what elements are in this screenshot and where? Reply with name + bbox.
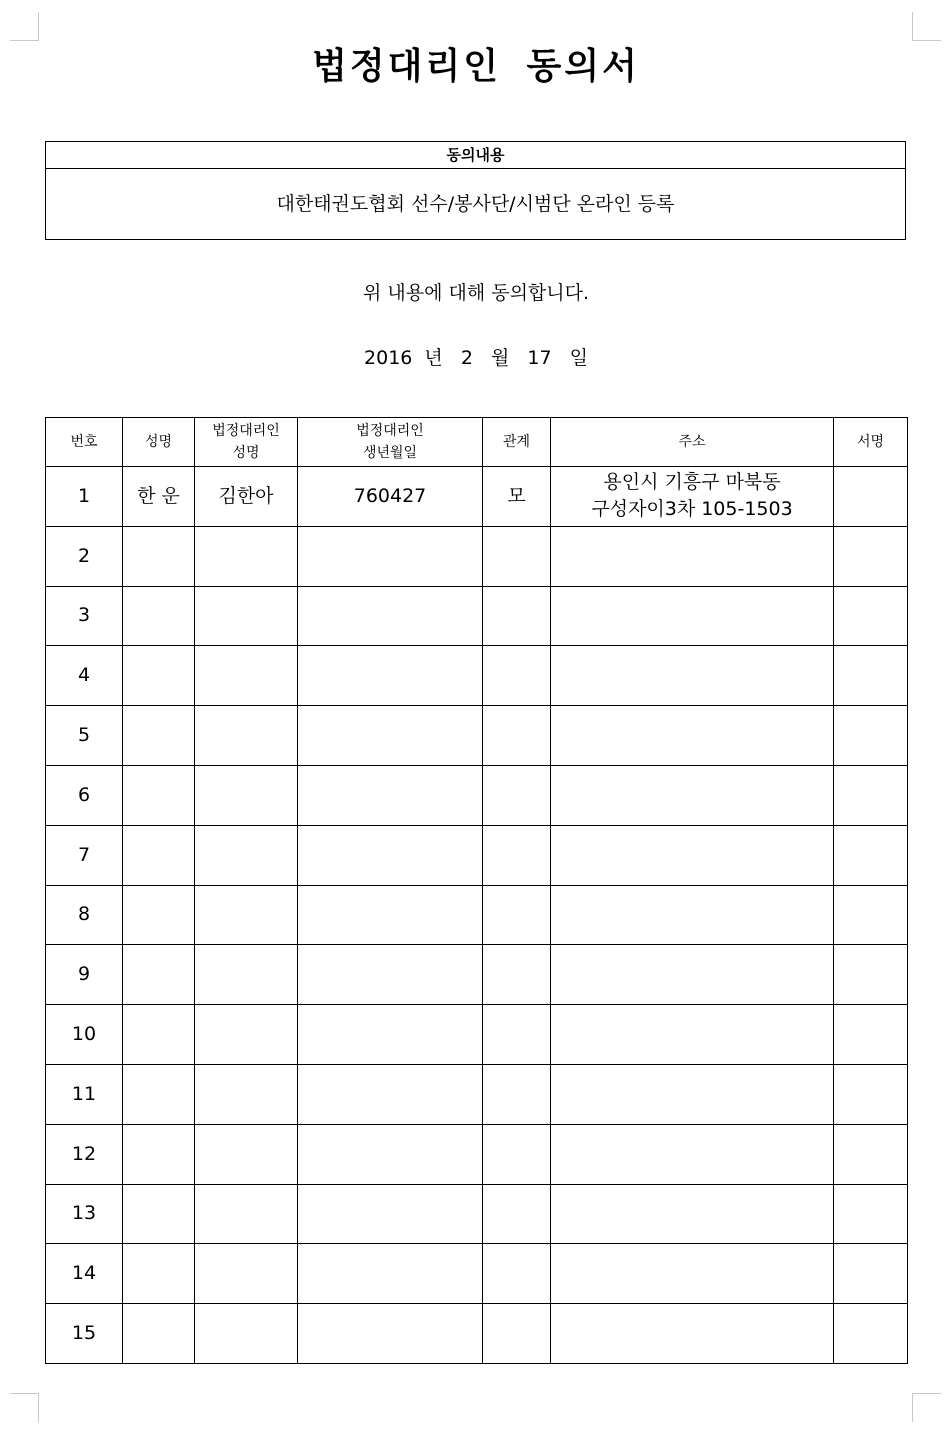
cell-signature <box>834 825 908 885</box>
cell-signature <box>834 1064 908 1124</box>
crop-mark-top-right <box>912 12 941 41</box>
cell-signature <box>834 885 908 945</box>
cell-guardian-name <box>195 1005 298 1065</box>
cell-name: 한 운 <box>123 467 195 527</box>
cell-address <box>551 945 834 1005</box>
header-relation: 관계 <box>483 418 551 467</box>
consent-box <box>45 141 906 240</box>
header-address: 주소 <box>551 418 834 467</box>
cell-guardian-name <box>195 945 298 1005</box>
cell-name <box>123 586 195 646</box>
table-row <box>46 765 908 825</box>
cell-guardian-name <box>195 586 298 646</box>
guardian-table <box>45 417 908 1364</box>
cell-address <box>551 1064 834 1124</box>
table-row <box>46 526 908 586</box>
cell-relation <box>483 1005 551 1065</box>
cell-relation <box>483 945 551 1005</box>
table-row <box>46 1005 908 1065</box>
cell-name <box>123 945 195 1005</box>
table-row <box>46 945 908 1005</box>
header-guardian-name <box>195 418 298 467</box>
cell-guardian-birth <box>298 706 483 766</box>
consent-content: 대한태권도협회 선수/봉사단/시범단 온라인 등록 <box>276 193 675 215</box>
date-day: 17 <box>527 347 552 369</box>
cell-signature <box>834 467 908 527</box>
cell-address <box>551 1244 834 1304</box>
cell-number: 8 <box>46 885 123 945</box>
cell-name <box>123 825 195 885</box>
cell-guardian-birth <box>298 1005 483 1065</box>
cell-guardian-birth <box>298 885 483 945</box>
cell-relation <box>483 1124 551 1184</box>
cell-number: 11 <box>46 1064 123 1124</box>
cell-relation <box>483 825 551 885</box>
cell-name <box>123 646 195 706</box>
cell-signature <box>834 1184 908 1244</box>
cell-address <box>551 1304 834 1364</box>
cell-number: 15 <box>46 1304 123 1364</box>
cell-guardian-birth: 760427 <box>298 467 483 527</box>
cell-guardian-name <box>195 1304 298 1364</box>
header-guardian-name-line2: 성명 <box>232 445 260 461</box>
cell-number: 3 <box>46 586 123 646</box>
header-guardian-birth <box>298 418 483 467</box>
cell-guardian-name <box>195 526 298 586</box>
header-guardian-birth-line2: 생년월일 <box>362 445 418 461</box>
date-year: 2016 <box>364 347 413 369</box>
cell-relation: 모 <box>483 467 551 527</box>
cell-relation <box>483 586 551 646</box>
cell-signature <box>834 586 908 646</box>
cell-address <box>551 467 834 527</box>
cell-relation <box>483 646 551 706</box>
cell-number: 9 <box>46 945 123 1005</box>
header-guardian-name-line1: 법정대리인 <box>212 423 280 439</box>
cell-relation <box>483 1064 551 1124</box>
cell-signature <box>834 526 908 586</box>
header-guardian-birth-line1: 법정대리인 <box>356 423 424 439</box>
address-line1: 용인시 기흥구 마북동 <box>603 471 781 494</box>
crop-mark-bottom-right <box>912 1393 941 1422</box>
cell-signature <box>834 706 908 766</box>
table-header-row <box>46 418 908 467</box>
cell-name <box>123 1244 195 1304</box>
cell-name <box>123 1304 195 1364</box>
table-row <box>46 885 908 945</box>
table-row <box>46 1184 908 1244</box>
cell-relation <box>483 1184 551 1244</box>
table-row <box>46 586 908 646</box>
cell-name <box>123 1124 195 1184</box>
table-row <box>46 1244 908 1304</box>
table-row <box>46 825 908 885</box>
cell-number: 6 <box>46 765 123 825</box>
cell-address <box>551 706 834 766</box>
header-name: 성명 <box>123 418 195 467</box>
crop-mark-top-left <box>10 12 39 41</box>
cell-guardian-birth <box>298 1184 483 1244</box>
table-row <box>46 1124 908 1184</box>
cell-guardian-birth <box>298 1244 483 1304</box>
cell-address <box>551 646 834 706</box>
cell-number: 14 <box>46 1244 123 1304</box>
cell-number: 10 <box>46 1005 123 1065</box>
cell-guardian-name: 김한아 <box>195 467 298 527</box>
cell-number: 7 <box>46 825 123 885</box>
cell-address <box>551 1184 834 1244</box>
cell-address <box>551 1124 834 1184</box>
cell-number: 13 <box>46 1184 123 1244</box>
header-number: 번호 <box>46 418 123 467</box>
table-row <box>46 1064 908 1124</box>
cell-signature <box>834 765 908 825</box>
cell-name <box>123 1005 195 1065</box>
cell-guardian-name <box>195 646 298 706</box>
address-line2: 구성자이3차 105-1503 <box>591 498 793 521</box>
cell-relation <box>483 526 551 586</box>
cell-guardian-name <box>195 1124 298 1184</box>
cell-guardian-birth <box>298 1064 483 1124</box>
cell-number: 1 <box>46 467 123 527</box>
table-row <box>46 706 908 766</box>
cell-signature <box>834 945 908 1005</box>
cell-name <box>123 526 195 586</box>
cell-guardian-name <box>195 706 298 766</box>
cell-address <box>551 825 834 885</box>
cell-name <box>123 706 195 766</box>
date-year-unit: 년 <box>424 347 443 369</box>
cell-number: 2 <box>46 526 123 586</box>
cell-signature <box>834 1124 908 1184</box>
cell-guardian-birth <box>298 1124 483 1184</box>
cell-address <box>551 885 834 945</box>
cell-guardian-birth <box>298 825 483 885</box>
cell-name <box>123 885 195 945</box>
date-line <box>0 343 952 370</box>
cell-address <box>551 586 834 646</box>
cell-name <box>123 1064 195 1124</box>
cell-signature <box>834 1304 908 1364</box>
cell-guardian-name <box>195 885 298 945</box>
cell-relation <box>483 885 551 945</box>
cell-guardian-name <box>195 1184 298 1244</box>
cell-name <box>123 1184 195 1244</box>
cell-guardian-name <box>195 1244 298 1304</box>
cell-guardian-name <box>195 765 298 825</box>
cell-guardian-birth <box>298 586 483 646</box>
cell-guardian-birth <box>298 1304 483 1364</box>
cell-guardian-name <box>195 1064 298 1124</box>
table-row <box>46 467 908 527</box>
cell-guardian-birth <box>298 646 483 706</box>
cell-guardian-birth <box>298 945 483 1005</box>
date-month-unit: 월 <box>490 347 510 369</box>
table-row <box>46 1304 908 1364</box>
consent-header: 동의내용 <box>46 142 905 169</box>
cell-signature <box>834 1005 908 1065</box>
cell-number: 12 <box>46 1124 123 1184</box>
cell-guardian-birth <box>298 526 483 586</box>
cell-relation <box>483 765 551 825</box>
cell-address <box>551 526 834 586</box>
cell-number: 5 <box>46 706 123 766</box>
cell-relation <box>483 1304 551 1364</box>
cell-signature <box>834 1244 908 1304</box>
crop-mark-bottom-left <box>10 1393 39 1422</box>
cell-relation <box>483 706 551 766</box>
agreement-statement: 위 내용에 대해 동의합니다. <box>362 282 590 304</box>
cell-relation <box>483 1244 551 1304</box>
cell-address <box>551 765 834 825</box>
cell-guardian-name <box>195 825 298 885</box>
cell-number: 4 <box>46 646 123 706</box>
document-title: 법정대리인 동의서 <box>312 46 640 87</box>
date-day-unit: 일 <box>569 347 588 369</box>
cell-name <box>123 765 195 825</box>
cell-address <box>551 1005 834 1065</box>
cell-signature <box>834 646 908 706</box>
cell-guardian-birth <box>298 765 483 825</box>
table-row <box>46 646 908 706</box>
header-signature: 서명 <box>834 418 908 467</box>
date-month: 2 <box>460 347 473 369</box>
